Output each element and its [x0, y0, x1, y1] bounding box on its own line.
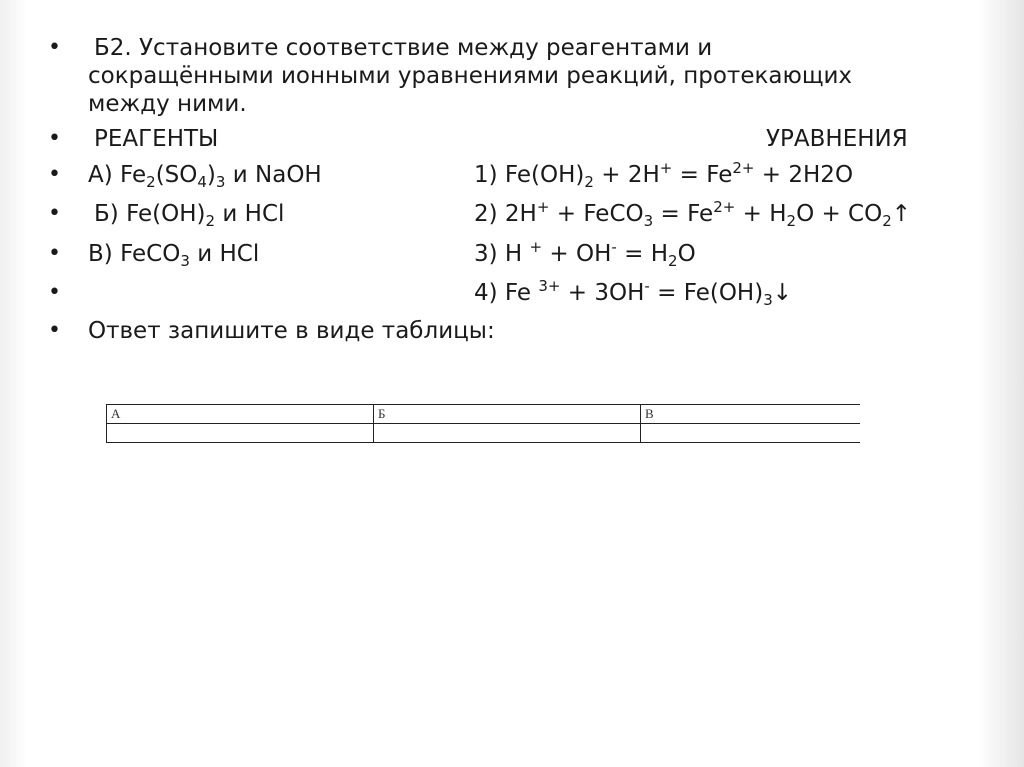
slide-edge-shadow-left	[0, 0, 28, 767]
bullet-3: •	[48, 162, 61, 187]
table-header-row	[107, 405, 861, 424]
table-header-c: В	[641, 405, 861, 424]
equations-header: УРАВНЕНИЯ	[766, 126, 908, 152]
table-header-a: А	[107, 405, 374, 424]
bullet-5: •	[48, 241, 61, 266]
equation-2: 2) 2H+ + FeCO$_3$ = $Fe^{2+} + H_2O$ + $CO_2↑$	[474, 198, 912, 230]
table-cell-b[interactable]	[374, 424, 641, 443]
reagent-c: В) FeCO$_3$ и HCl	[88, 241, 260, 270]
task-line-2: сокращёнными ионными уравнениями реакций, протекающих	[88, 63, 853, 89]
equation-4: 4) Fe $^{3+} + 3OH^- = Fe(OH)_3↓$	[474, 277, 793, 309]
task-line-1: Б2. Установите соответствие между реагентами и	[94, 35, 713, 61]
answer-table	[106, 404, 860, 443]
reagent-b: Б) $Fe(OH)_2$ и HCl	[94, 201, 285, 230]
slide-edge-shadow-right	[978, 0, 1024, 767]
table-answer-row	[107, 424, 861, 443]
table-cell-c[interactable]	[641, 424, 861, 443]
bullet-6: •	[48, 280, 61, 305]
bullet-2: •	[48, 126, 61, 151]
reagent-a: А) $Fe_2(SO_4)_3$ и NaOH	[88, 162, 322, 191]
bullet-1: •	[48, 35, 61, 60]
answer-prompt: Ответ запишите в виде таблицы:	[88, 318, 495, 344]
table-header-b: Б	[374, 405, 641, 424]
bullet-4: •	[48, 201, 61, 226]
bullet-7: •	[48, 318, 61, 343]
table-cell-a[interactable]	[107, 424, 374, 443]
equation-1: 1) $Fe(OH)_2 + 2H^+ = Fe^{2+} + 2H2O$	[474, 159, 854, 191]
task-line-3: между ними.	[88, 91, 247, 117]
reagents-header: РЕАГЕНТЫ	[94, 126, 219, 152]
equation-3: 3) H $^+ + OH^- = H_2O$	[474, 238, 696, 270]
